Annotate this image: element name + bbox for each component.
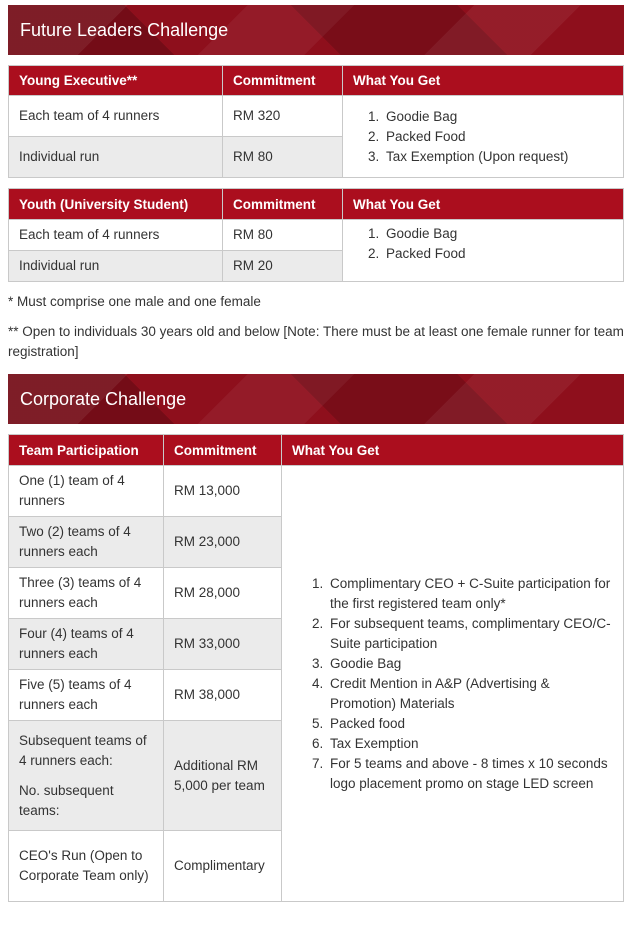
row-value: RM 23,000 [164,517,282,568]
benefit-item: 2. Packed Food [383,127,613,147]
team-participation-header: Team Participation [9,435,164,466]
row-label: Four (4) teams of 4 runners each [9,619,164,670]
future-leaders-banner [8,5,624,55]
commitment-header: Commitment [164,435,282,466]
subsequent-teams-count-label: No. subsequent teams: [19,782,114,818]
row-value: RM 320 [223,96,343,137]
row-value: RM 33,000 [164,619,282,670]
table-row [9,220,624,251]
youth-header: Youth (University Student) [9,189,223,220]
corporate-header-row [9,435,624,466]
corporate-table [8,434,624,902]
benefits-cell [343,96,624,178]
benefit-item: 1. Goodie Bag [383,107,613,127]
commitment-header: Commitment [223,66,343,96]
benefit-item: 3. Tax Exemption (Upon request) [383,147,613,167]
benefit-item: 2. Packed Food [383,244,613,264]
benefit-item: 1. Complimentary CEO + C-Suite participation for the first registered team only* [327,574,613,614]
benefits-list [297,574,613,794]
benefits-list [353,107,613,167]
row-label: Individual run [9,137,223,178]
benefit-item: 4. Credit Mention in A&P (Advertising & Promotion) Materials [327,674,613,714]
what-you-get-header: What You Get [343,66,624,96]
commitment-header: Commitment [223,189,343,220]
subsequent-teams-label: Subsequent teams of 4 runners each: [19,732,147,768]
row-label: CEO's Run (Open to Corporate Team only) [9,831,164,902]
row-label: Individual run [9,251,223,282]
benefit-item: 6. Tax Exemption [327,734,613,754]
what-you-get-header: What You Get [343,189,624,220]
young-executive-header-row [9,66,624,96]
table-row [9,96,624,137]
row-label: Each team of 4 runners [9,220,223,251]
row-value: RM 28,000 [164,568,282,619]
benefits-list [353,224,613,264]
row-value: Additional RM 5,000 per team [164,721,282,831]
corporate-title: Corporate Challenge [20,388,187,409]
row-value: Complimentary [164,831,282,902]
benefit-item: 3. Goodie Bag [327,654,613,674]
young-executive-table [8,65,624,178]
row-value: RM 20 [223,251,343,282]
youth-table [8,188,624,282]
benefit-item: 5. Packed food [327,714,613,734]
benefit-item: 2. For subsequent teams, complimentary CEO/C-Suite participation [327,614,613,654]
row-label: One (1) team of 4 runners [9,466,164,517]
benefit-item: 1. Goodie Bag [383,224,613,244]
row-value: RM 13,000 [164,466,282,517]
row-label: Each team of 4 runners [9,96,223,137]
row-value: RM 38,000 [164,670,282,721]
future-leaders-title: Future Leaders Challenge [20,19,229,40]
row-value: RM 80 [223,137,343,178]
benefit-item: 7. For 5 teams and above - 8 times x 10 seconds logo placement promo on stage LED screen [327,754,613,794]
row-label: Five (5) teams of 4 runners each [9,670,164,721]
youth-header-row [9,189,624,220]
young-executive-header: Young Executive** [9,66,223,96]
row-label: Three (3) teams of 4 runners each [9,568,164,619]
row-label: Two (2) teams of 4 runners each [9,517,164,568]
corporate-banner [8,374,624,424]
footnote-double: ** Open to individuals 30 years old and below [Note: There must be at least one female runner for team registration] [8,324,624,359]
row-value: RM 80 [223,220,343,251]
table-row [9,466,624,517]
benefits-cell [282,466,624,902]
benefits-cell [343,220,624,282]
what-you-get-header: What You Get [282,435,624,466]
row-label [9,721,164,831]
footnote-single: * Must comprise one male and one female [8,294,261,309]
